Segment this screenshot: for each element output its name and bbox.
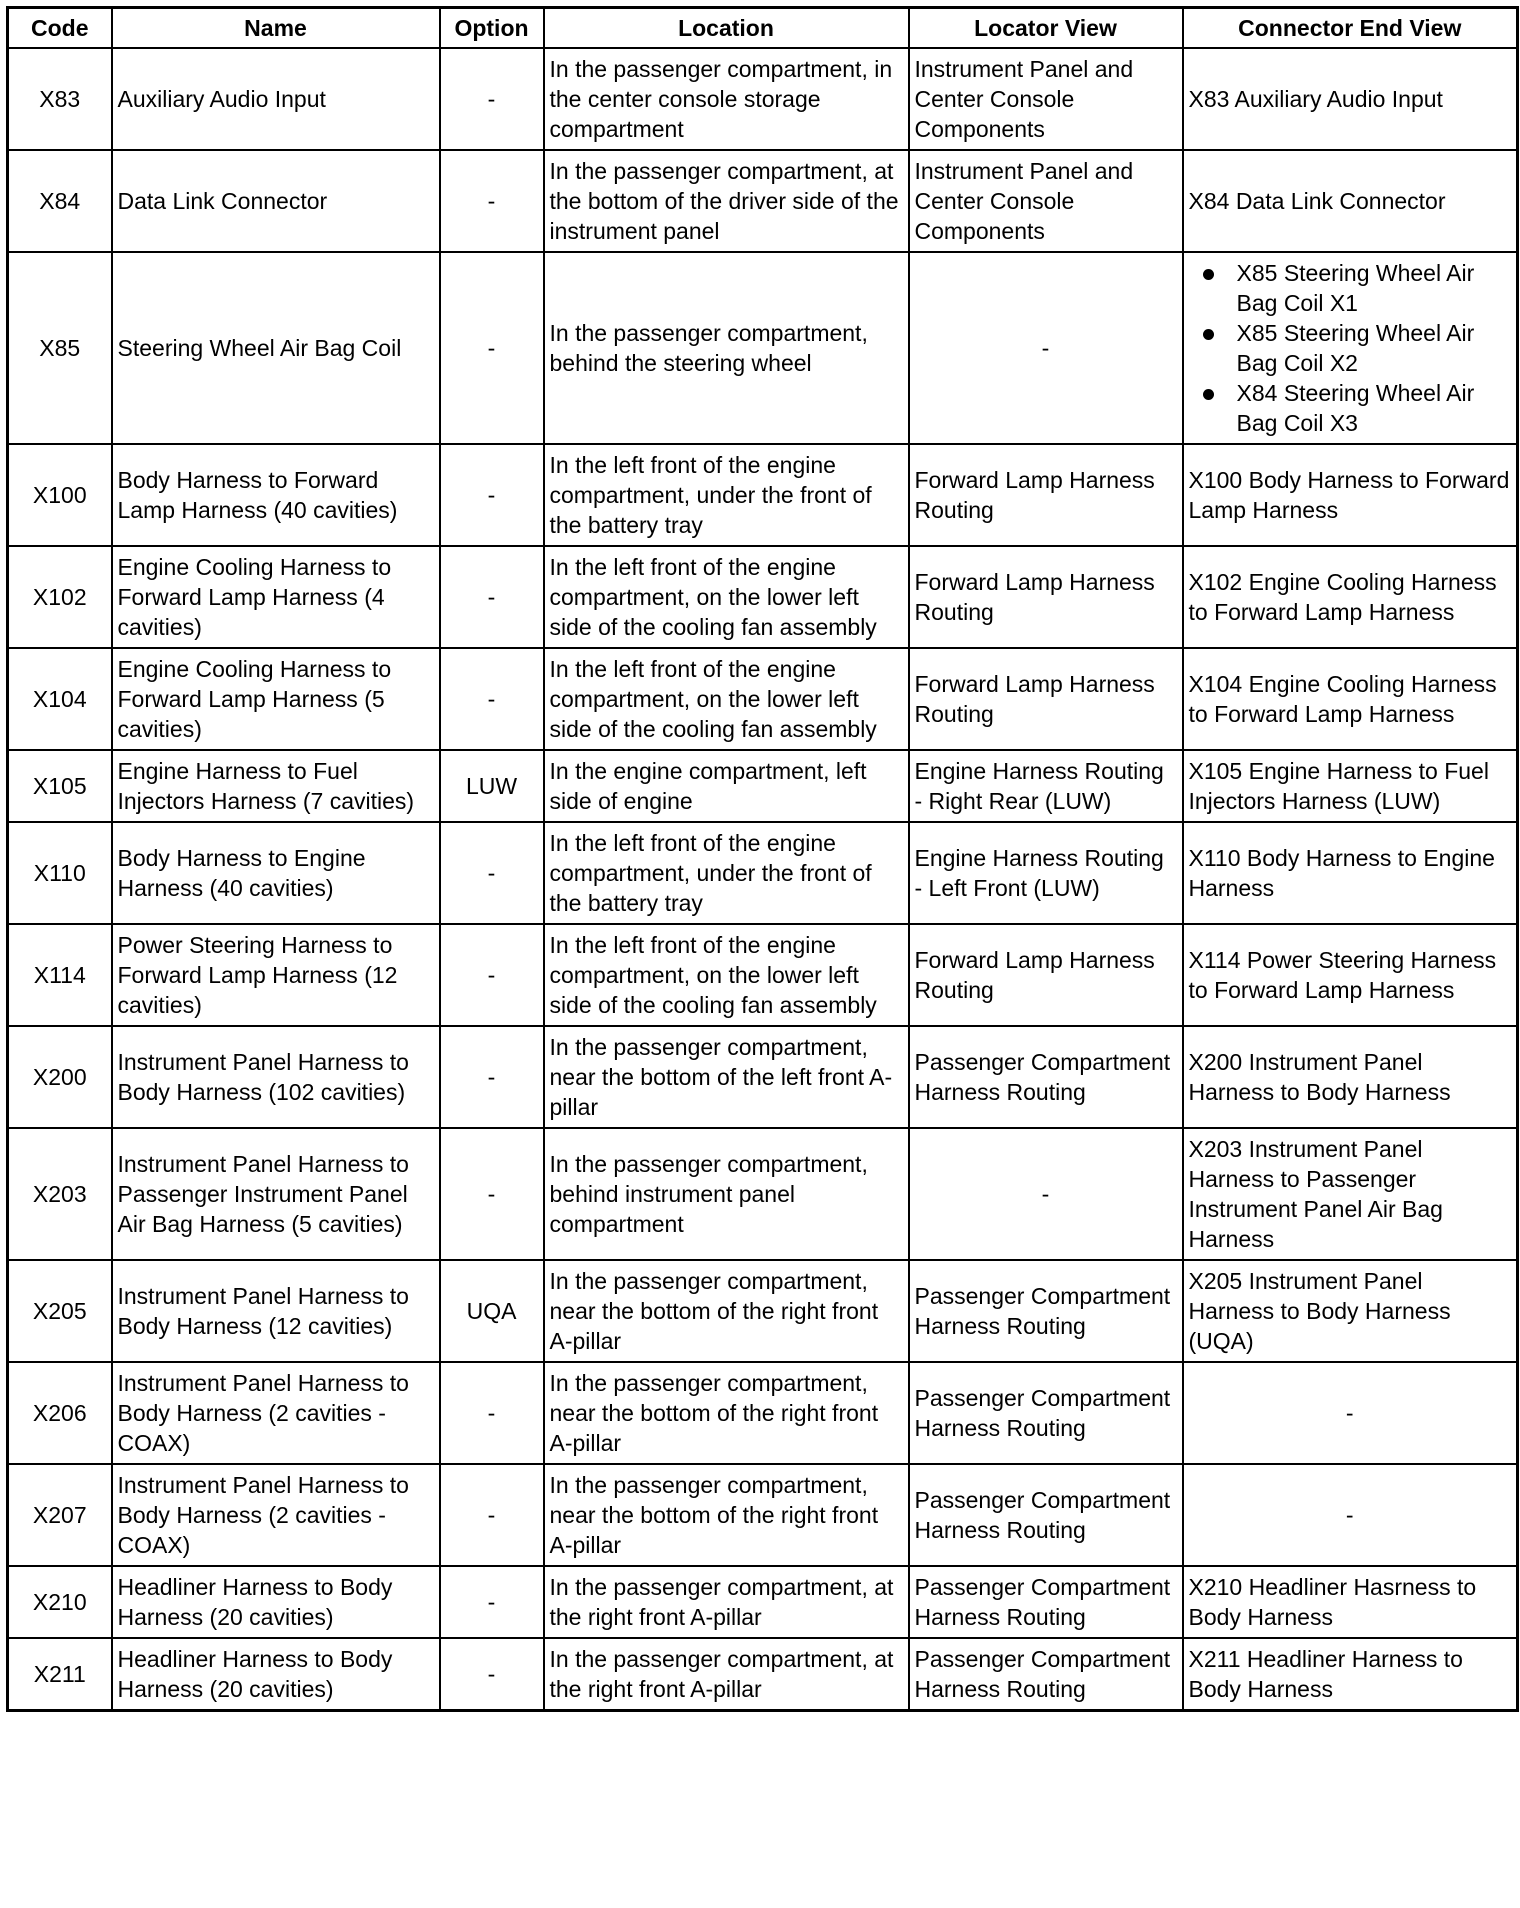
cell-code: X102 [8,546,112,648]
cell-name: Instrument Panel Harness to Body Harness (2 cavities - COAX) [112,1362,440,1464]
cell-name: Auxiliary Audio Input [112,48,440,150]
cell-code: X105 [8,750,112,822]
cell-location: In the passenger compartment, behind instrument panel compartment [544,1128,909,1260]
table-row [8,252,1518,444]
cell-code: X200 [8,1026,112,1128]
cell-location: In the passenger compartment, at the right front A-pillar [544,1566,909,1638]
cell-option: UQA [440,1260,544,1362]
cell-option: - [440,648,544,750]
cell-option: - [440,1128,544,1260]
cell-connector-end-view: X105 Engine Harness to Fuel Injectors Harness (LUW) [1183,750,1518,822]
cell-location: In the passenger compartment, at the right front A-pillar [544,1638,909,1711]
cell-code: X210 [8,1566,112,1638]
end-view-item: X85 Steering Wheel Air Bag Coil X2 [1237,318,1512,378]
cell-code: X100 [8,444,112,546]
cell-locator-view: Passenger Compartment Harness Routing [909,1638,1183,1711]
cell-connector-end-view: - [1183,1464,1518,1566]
table-row [8,1638,1518,1711]
cell-location: In the passenger compartment, near the bottom of the right front A-pillar [544,1260,909,1362]
cell-locator-view: Instrument Panel and Center Console Components [909,48,1183,150]
cell-location: In the engine compartment, left side of engine [544,750,909,822]
cell-location: In the left front of the engine compartment, on the lower left side of the cooling fan assembly [544,924,909,1026]
cell-code: X83 [8,48,112,150]
cell-location: In the passenger compartment, near the bottom of the right front A-pillar [544,1362,909,1464]
cell-name: Engine Cooling Harness to Forward Lamp Harness (5 cavities) [112,648,440,750]
cell-locator-view: Forward Lamp Harness Routing [909,924,1183,1026]
cell-locator-view: Engine Harness Routing - Right Rear (LUW) [909,750,1183,822]
cell-connector-end-view [1183,252,1518,444]
cell-connector-end-view: X83 Auxiliary Audio Input [1183,48,1518,150]
end-view-item: X85 Steering Wheel Air Bag Coil X1 [1237,258,1512,318]
cell-locator-view: Engine Harness Routing - Left Front (LUW) [909,822,1183,924]
cell-option: - [440,150,544,252]
cell-name: Instrument Panel Harness to Body Harness (2 cavities - COAX) [112,1464,440,1566]
cell-locator-view: - [909,252,1183,444]
cell-name: Engine Harness to Fuel Injectors Harness (7 cavities) [112,750,440,822]
cell-code: X211 [8,1638,112,1711]
cell-name: Data Link Connector [112,150,440,252]
cell-location: In the passenger compartment, behind the steering wheel [544,252,909,444]
cell-locator-view: Forward Lamp Harness Routing [909,444,1183,546]
cell-code: X104 [8,648,112,750]
cell-connector-end-view: X203 Instrument Panel Harness to Passenger Instrument Panel Air Bag Harness [1183,1128,1518,1260]
cell-location: In the passenger compartment, near the bottom of the left front A-pillar [544,1026,909,1128]
cell-location: In the left front of the engine compartment, under the front of the battery tray [544,444,909,546]
header-connector-end-view: Connector End View [1183,8,1518,49]
cell-option: - [440,48,544,150]
cell-locator-view: Passenger Compartment Harness Routing [909,1362,1183,1464]
cell-name: Power Steering Harness to Forward Lamp Harness (12 cavities) [112,924,440,1026]
table-row [8,1260,1518,1362]
cell-name: Engine Cooling Harness to Forward Lamp Harness (4 cavities) [112,546,440,648]
cell-connector-end-view: X104 Engine Cooling Harness to Forward Lamp Harness [1183,648,1518,750]
cell-connector-end-view: X84 Data Link Connector [1183,150,1518,252]
cell-code: X110 [8,822,112,924]
table-row [8,750,1518,822]
cell-name: Instrument Panel Harness to Body Harness (12 cavities) [112,1260,440,1362]
cell-connector-end-view: X200 Instrument Panel Harness to Body Harness [1183,1026,1518,1128]
header-option: Option [440,8,544,49]
cell-locator-view: Forward Lamp Harness Routing [909,648,1183,750]
cell-code: X114 [8,924,112,1026]
cell-option: - [440,252,544,444]
cell-option: - [440,1026,544,1128]
table-row [8,648,1518,750]
cell-location: In the passenger compartment, at the bottom of the driver side of the instrument panel [544,150,909,252]
header-locator-view: Locator View [909,8,1183,49]
end-view-item: X84 Steering Wheel Air Bag Coil X3 [1237,378,1512,438]
table-row [8,1464,1518,1566]
cell-code: X206 [8,1362,112,1464]
table-row [8,822,1518,924]
cell-option: - [440,1566,544,1638]
cell-connector-end-view: X210 Headliner Hasrness to Body Harness [1183,1566,1518,1638]
cell-code: X205 [8,1260,112,1362]
cell-option: - [440,1638,544,1711]
table-row [8,1026,1518,1128]
table-row [8,48,1518,150]
cell-locator-view: Passenger Compartment Harness Routing [909,1026,1183,1128]
cell-location: In the passenger compartment, in the center console storage compartment [544,48,909,150]
connector-table [6,6,1519,1712]
header-name: Name [112,8,440,49]
table-row [8,546,1518,648]
cell-option: - [440,822,544,924]
cell-locator-view: Passenger Compartment Harness Routing [909,1464,1183,1566]
cell-location: In the left front of the engine compartment, on the lower left side of the cooling fan assembly [544,546,909,648]
cell-location: In the passenger compartment, near the bottom of the right front A-pillar [544,1464,909,1566]
cell-option: - [440,1464,544,1566]
cell-locator-view: - [909,1128,1183,1260]
end-view-list [1189,258,1512,438]
cell-name: Steering Wheel Air Bag Coil [112,252,440,444]
cell-connector-end-view: - [1183,1362,1518,1464]
cell-connector-end-view: X211 Headliner Harness to Body Harness [1183,1638,1518,1711]
cell-connector-end-view: X100 Body Harness to Forward Lamp Harness [1183,444,1518,546]
table-row [8,924,1518,1026]
cell-locator-view: Forward Lamp Harness Routing [909,546,1183,648]
cell-option: - [440,444,544,546]
cell-connector-end-view: X102 Engine Cooling Harness to Forward Lamp Harness [1183,546,1518,648]
cell-name: Body Harness to Engine Harness (40 cavities) [112,822,440,924]
cell-locator-view: Instrument Panel and Center Console Components [909,150,1183,252]
cell-location: In the left front of the engine compartment, under the front of the battery tray [544,822,909,924]
header-location: Location [544,8,909,49]
table-row [8,150,1518,252]
cell-name: Body Harness to Forward Lamp Harness (40 cavities) [112,444,440,546]
cell-name: Instrument Panel Harness to Passenger Instrument Panel Air Bag Harness (5 cavities) [112,1128,440,1260]
table-row [8,1128,1518,1260]
cell-option: - [440,924,544,1026]
cell-name: Headliner Harness to Body Harness (20 cavities) [112,1638,440,1711]
cell-option: LUW [440,750,544,822]
cell-code: X203 [8,1128,112,1260]
header-row [8,8,1518,49]
cell-option: - [440,546,544,648]
cell-code: X85 [8,252,112,444]
cell-locator-view: Passenger Compartment Harness Routing [909,1566,1183,1638]
header-code: Code [8,8,112,49]
cell-locator-view: Passenger Compartment Harness Routing [909,1260,1183,1362]
cell-connector-end-view: X205 Instrument Panel Harness to Body Harness (UQA) [1183,1260,1518,1362]
cell-option: - [440,1362,544,1464]
table-row [8,1362,1518,1464]
cell-name: Headliner Harness to Body Harness (20 cavities) [112,1566,440,1638]
cell-code: X207 [8,1464,112,1566]
table-row [8,444,1518,546]
cell-connector-end-view: X110 Body Harness to Engine Harness [1183,822,1518,924]
cell-code: X84 [8,150,112,252]
cell-name: Instrument Panel Harness to Body Harness (102 cavities) [112,1026,440,1128]
table-row [8,1566,1518,1638]
cell-location: In the left front of the engine compartment, on the lower left side of the cooling fan assembly [544,648,909,750]
cell-connector-end-view: X114 Power Steering Harness to Forward Lamp Harness [1183,924,1518,1026]
